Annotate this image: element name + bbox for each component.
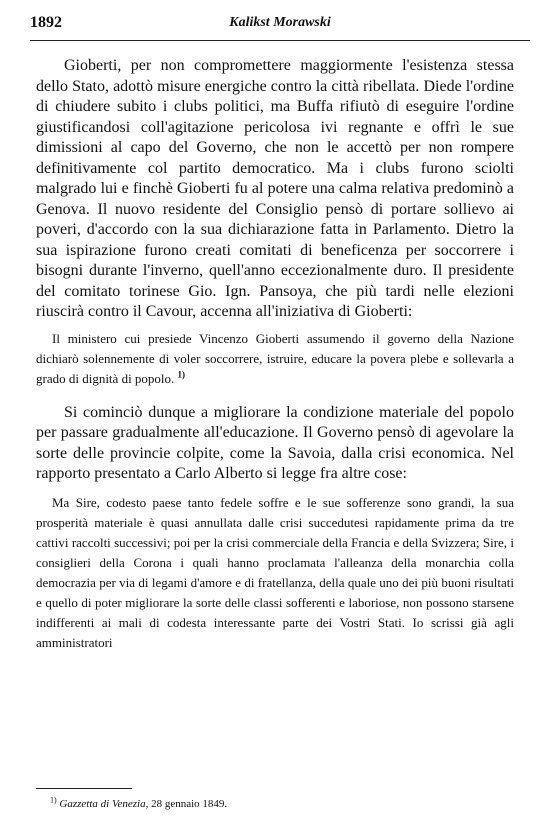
footnote-rule bbox=[36, 788, 132, 789]
page-number: 1892 bbox=[30, 14, 62, 31]
paragraph-2: Si cominciò dunque a migliorare la condizione materiale del popolo per passare gradualmente all'educazione. Il Governo pensò di agevolare la sorte delle provincie colpite, come la Savoia, dalla crisi economica. Nel rapporto presentato a Carlo Alberto si legge fra altre cose: bbox=[36, 403, 514, 482]
quotation-1-text: Il ministero cui presiede Vincenzo Gioberti assumendo il governo della Nazione dichiarò solennemente di voler soccorrere, istruire, educare la povera plebe e sollevarla a grado di dignità di popolo. bbox=[36, 330, 514, 386]
page-header bbox=[30, 14, 530, 40]
running-head: Kalikst Morawski bbox=[229, 15, 331, 30]
quotation-1 bbox=[36, 329, 514, 389]
quotation-2: Ma Sire, codesto paese tanto fedele soffre e le sue sofferenze sono grandi, la sua prosperità materiale è quasi annullata dalle crisi succedutesi rapidamente prima da tre cattivi raccolti successivi; poi per la crisi commerciale della Francia e della Svizzera; Sire, i consiglieri della Corona i quali hanno proclamata l'alleanza della monarchia colla democrazia per via di legami d'amore e di fratellanza, della quale uno dei più buoni risultati e quello di poter migliorare la sorte delle classi sofferenti e laboriose, non possono starsene indifferenti ai mali di codesta interessante parte dei Vostri Stati. Io scrissi già agli amministratori bbox=[36, 494, 514, 650]
header-rule bbox=[30, 40, 530, 41]
main-text bbox=[36, 56, 514, 653]
footnote-reference: 1) bbox=[177, 369, 186, 380]
footnote bbox=[50, 797, 510, 811]
paragraph-1: Gioberti, per non compromettere maggiormente l'esistenza stessa dello Stato, adottò misure energiche contro la città ribellata. Diede l'ordine di chiudere subito i clubs politici, ma Buffa rifiutò di eseguire l'ordine giustificandosi coll'agitazione pericolosa ivi regnante e offrì le sue dimissioni al capo del Governo, che non le accettò per non rompere definitivamente col partito democratico. Ma i clubs furono sciolti malgrado lui e finchè Gioberti fu al potere una calma relativa predominò a Genova. Il nuovo residente del Consiglio pensò di portare sollievo ai poveri, d'accordo con la sua dichiarazione fatta in Parlamento. Dietro la sua ispirazione furono creati comitati di beneficenza per soccorrere i bisogni durante l'inverno, quell'anno eccezionalmente duro. Il presidente del comitato torinese Gio. Ign. Pansoya, che più tardi nelle elezioni riuscirà contro il Cavour, accenna all'iniziativa di Gioberti: bbox=[36, 57, 514, 320]
footnote-mark: 1) bbox=[50, 795, 57, 805]
footnote-date: 28 gennaio 1849. bbox=[151, 798, 228, 810]
footnote-source: Gazzetta di Venezia, bbox=[59, 798, 149, 810]
